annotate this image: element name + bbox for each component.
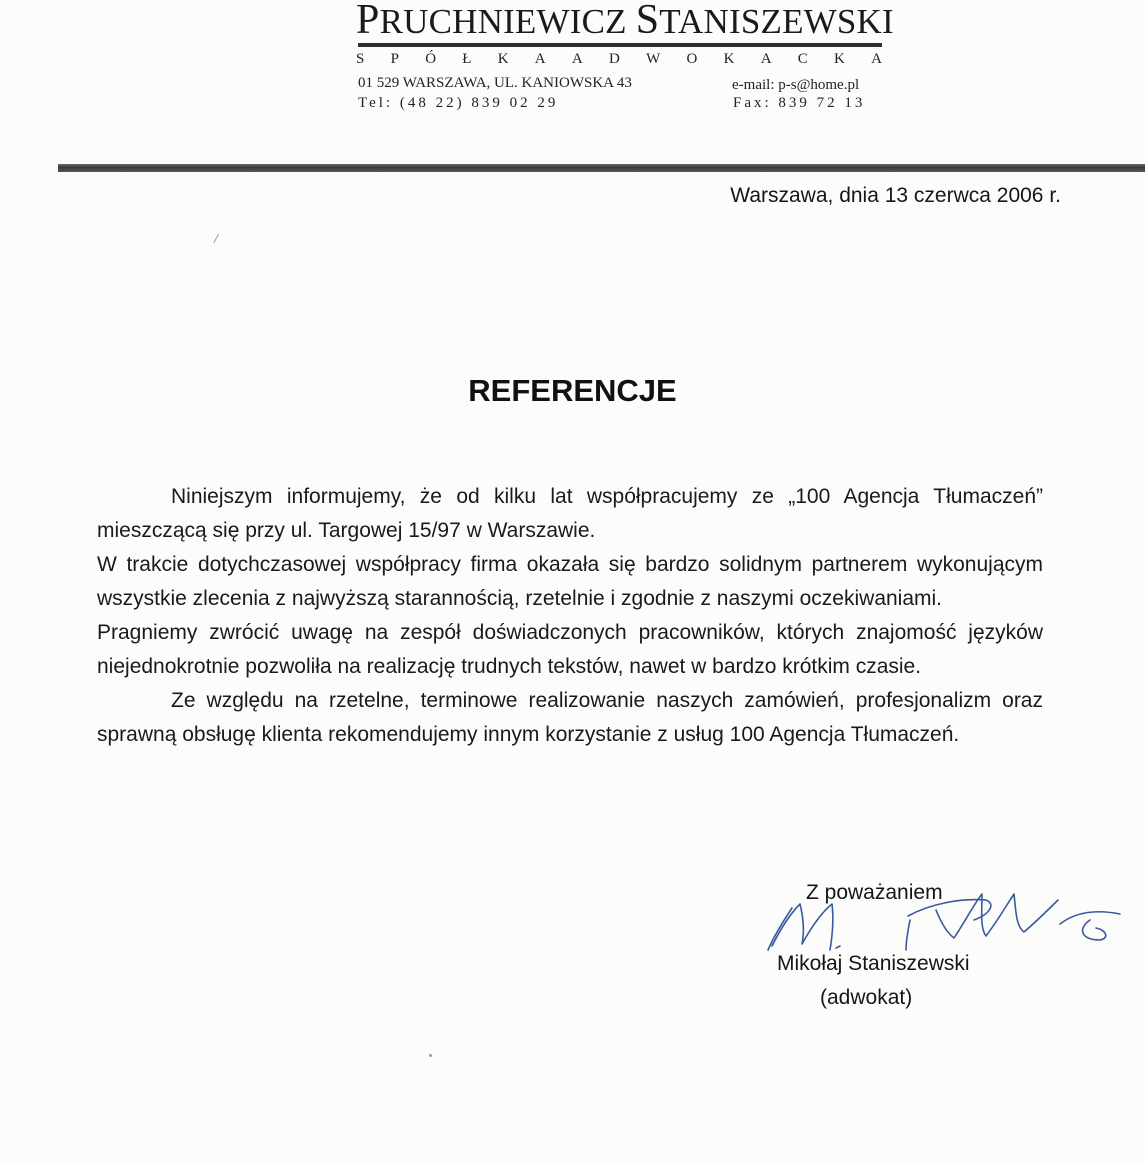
signer-name: Mikołaj Staniszewski (777, 952, 970, 975)
firm-phone: Tel: (48 22) 839 02 29 (358, 95, 559, 111)
firm-email: e-mail: p-s@home.pl (732, 77, 860, 93)
firm-name-initial-2: S (635, 0, 660, 43)
firm-fax: Fax: 839 72 13 (733, 95, 866, 111)
firm-type-letter: K (834, 51, 845, 67)
paragraph-4: Ze względu na rzetelne, terminowe realizowanie naszych zamówień, profesjonalizm oraz sprawną obsługę klienta rekomendujemy innym korzystanie z usług 100 Agencja Tłumaczeń. (97, 689, 1043, 746)
paragraph-1: Niniejszym informujemy, że od kilku lat współpracujemy ze „100 Agencja Tłumaczeń” mieszczącą się przy ul. Targowej 15/97 w Warszawie. (97, 485, 1043, 542)
letter-date: Warszawa, dnia 13 czerwca 2006 r. (730, 184, 1061, 207)
paragraph-2: W trakcie dotychczasowej współpracy firma okazała się bardzo solidnym partnerem wykonującym wszystkie zlecenia z najwyższą starannością, rzetelnie i zgodnie z naszymi oczekiwaniami. (97, 553, 1043, 610)
firm-type-letter: Ó (425, 51, 437, 67)
firm-type-letter: C (797, 51, 808, 67)
firm-type-letter: K (497, 51, 509, 67)
closing-salutation: Z poważaniem (806, 881, 943, 904)
firm-type-letter: A (871, 51, 882, 67)
firm-name-part-2: TANISZEWSKI (659, 2, 894, 41)
firm-type-letter: W (646, 51, 661, 67)
firm-name-initial-1: P (356, 0, 380, 43)
firm-type (356, 50, 882, 68)
firm-type-letter: S (356, 51, 365, 67)
firm-type-letter: K (723, 51, 735, 67)
scan-speck (429, 1054, 432, 1057)
firm-type-letter: A (571, 51, 583, 67)
firm-type-letter: D (608, 51, 620, 67)
firm-type-letter: Ł (462, 51, 472, 67)
firm-type-letter: P (390, 51, 399, 67)
letter-heading: REFERENCJE (468, 373, 677, 408)
firm-name (356, 0, 894, 43)
page-divider (58, 164, 1145, 172)
firm-address: 01 529 WARSZAWA, UL. KANIOWSKA 43 (358, 75, 632, 91)
letterhead-divider (358, 43, 882, 47)
signer-role: (adwokat) (820, 986, 913, 1009)
firm-type-letter: O (686, 51, 698, 67)
letter-body (97, 480, 1043, 752)
paragraph-3: Pragniemy zwrócić uwagę na zespół doświadczonych pracowników, których znajomość języków niejednokrotnie pozwoliła na realizację trudnych tekstów, nawet w bardzo krótkim czasie. (97, 621, 1043, 678)
firm-name-part-1: RUCHNIEWICZ (379, 2, 627, 41)
firm-type-letter: A (760, 51, 772, 67)
firm-type-letter: A (534, 51, 546, 67)
margin-mark: / (214, 232, 218, 247)
